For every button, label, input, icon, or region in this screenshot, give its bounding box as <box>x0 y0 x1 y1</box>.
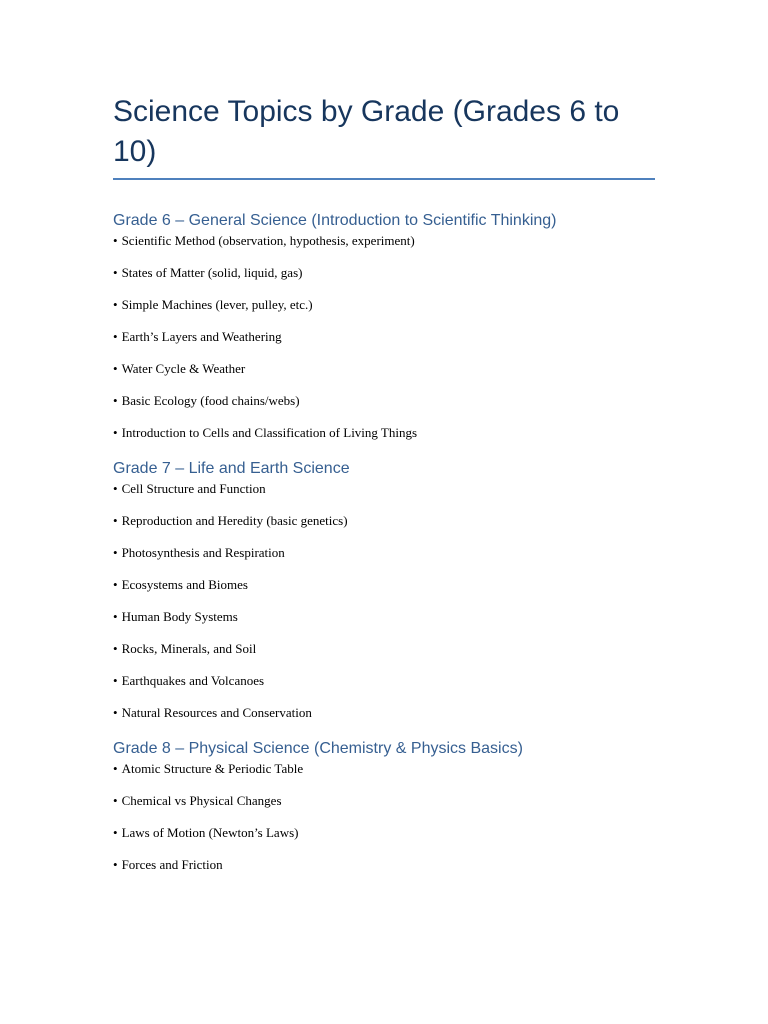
topic-text: Earthquakes and Volcanoes <box>121 673 265 688</box>
topic-text: Atomic Structure & Periodic Table <box>121 761 304 776</box>
bullet-icon: • <box>113 673 118 688</box>
topic-list <box>113 481 655 721</box>
list-item <box>113 609 655 625</box>
list-item <box>113 265 655 281</box>
bullet-icon: • <box>113 329 118 344</box>
section-heading: Grade 6 – General Science (Introduction to Scientific Thinking) <box>113 212 557 229</box>
document-page <box>113 92 655 889</box>
bullet-icon: • <box>113 425 118 440</box>
section-heading: Grade 7 – Life and Earth Science <box>113 460 350 477</box>
bullet-icon: • <box>113 705 118 720</box>
topic-text: Basic Ecology (food chains/webs) <box>121 393 300 408</box>
document-title: Science Topics by Grade (Grades 6 to 10) <box>113 95 620 168</box>
list-item <box>113 641 655 657</box>
bullet-icon: • <box>113 761 118 776</box>
list-item <box>113 545 655 561</box>
bullet-icon: • <box>113 513 118 528</box>
bullet-icon: • <box>113 641 118 656</box>
topic-text: Rocks, Minerals, and Soil <box>121 641 257 656</box>
topic-list <box>113 761 655 873</box>
list-item <box>113 761 655 777</box>
list-item <box>113 857 655 873</box>
list-item <box>113 297 655 313</box>
topic-text: Natural Resources and Conservation <box>121 705 312 720</box>
list-item <box>113 425 655 441</box>
topic-text: Forces and Friction <box>121 857 223 872</box>
list-item <box>113 513 655 529</box>
topic-text: Introduction to Cells and Classification of Living Things <box>121 425 418 440</box>
topic-list <box>113 233 655 441</box>
topic-text: Laws of Motion (Newton’s Laws) <box>121 825 299 840</box>
list-item <box>113 705 655 721</box>
section-heading: Grade 8 – Physical Science (Chemistry & Physics Basics) <box>113 740 523 757</box>
topic-text: Earth’s Layers and Weathering <box>121 329 282 344</box>
topic-text: Cell Structure and Function <box>121 481 266 496</box>
bullet-icon: • <box>113 297 118 312</box>
list-item <box>113 393 655 409</box>
bullet-icon: • <box>113 857 118 872</box>
section-grade-6 <box>113 209 655 441</box>
topic-text: Human Body Systems <box>121 609 238 624</box>
list-item <box>113 793 655 809</box>
title-underline <box>113 178 655 180</box>
bullet-icon: • <box>113 577 118 592</box>
bullet-icon: • <box>113 361 118 376</box>
list-item <box>113 481 655 497</box>
list-item <box>113 233 655 249</box>
bullet-icon: • <box>113 793 118 808</box>
list-item <box>113 825 655 841</box>
topic-text: Photosynthesis and Respiration <box>121 545 285 560</box>
topic-text: Chemical vs Physical Changes <box>121 793 282 808</box>
bullet-icon: • <box>113 393 118 408</box>
topic-text: Scientific Method (observation, hypothesis, experiment) <box>121 233 415 248</box>
bullet-icon: • <box>113 481 118 496</box>
bullet-icon: • <box>113 545 118 560</box>
list-item <box>113 673 655 689</box>
bullet-icon: • <box>113 265 118 280</box>
section-grade-8 <box>113 737 655 873</box>
topic-text: Ecosystems and Biomes <box>121 577 248 592</box>
topic-text: Simple Machines (lever, pulley, etc.) <box>121 297 313 312</box>
topic-text: States of Matter (solid, liquid, gas) <box>121 265 303 280</box>
topic-text: Water Cycle & Weather <box>121 361 246 376</box>
bullet-icon: • <box>113 233 118 248</box>
bullet-icon: • <box>113 825 118 840</box>
section-grade-7 <box>113 457 655 721</box>
list-item <box>113 577 655 593</box>
list-item <box>113 329 655 345</box>
bullet-icon: • <box>113 609 118 624</box>
list-item <box>113 361 655 377</box>
topic-text: Reproduction and Heredity (basic genetics) <box>121 513 348 528</box>
